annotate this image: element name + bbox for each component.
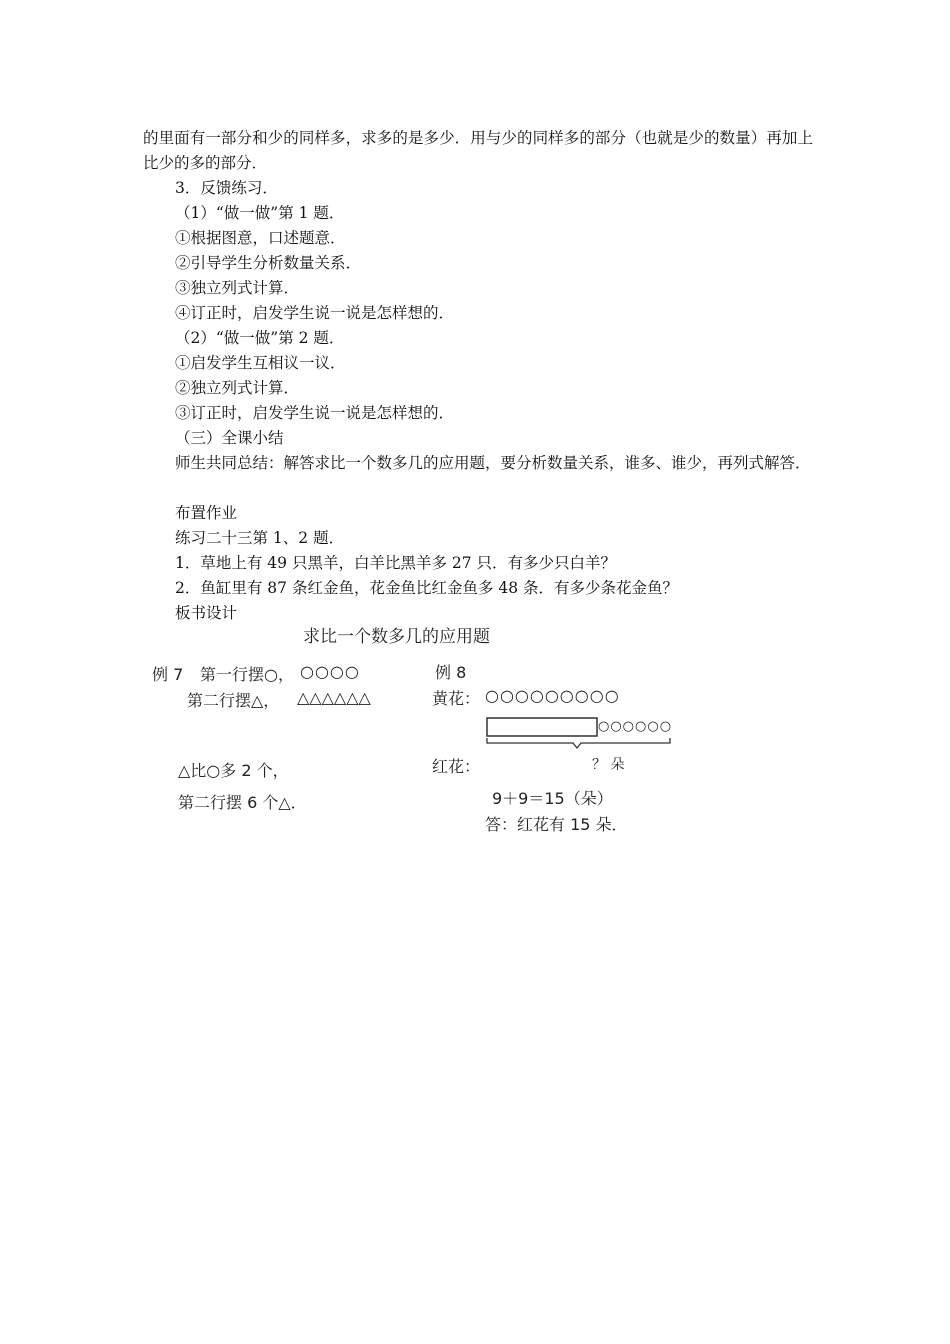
unknown-quantity-label: ？ 朵 <box>592 757 625 773</box>
step-1-1: ①根据图意，口述题意． <box>175 229 346 247</box>
blackboard-design-figure <box>140 612 700 842</box>
section-summary-heading: （三）全课小结 <box>175 429 284 447</box>
equation: 9＋9＝15（朵） <box>492 789 613 808</box>
row1-circles: ○○○○ <box>300 662 360 681</box>
row1-label: 第一行摆○， <box>200 665 294 684</box>
exercise-2-heading: （2）“做一做”第 2 题． <box>175 329 345 347</box>
homework-heading: 布置作业 <box>175 504 238 522</box>
equal-part-box <box>487 718 597 736</box>
total-brace <box>487 738 670 748</box>
extra-circles: ○○○○○○ <box>598 719 673 734</box>
homework-problem-1: 1．草地上有 49 只黑羊，白羊比黑羊多 27 只．有多少只白羊？ <box>175 554 617 572</box>
step-2-2: ②独立列式计算． <box>175 379 300 397</box>
homework-assignment: 练习二十三第 1、2 题． <box>175 529 345 547</box>
example-8-label: 例 8 <box>435 663 467 682</box>
exercise-1-heading: （1）“做一做”第 1 题． <box>175 204 345 222</box>
red-flower-label: 红花： <box>432 757 481 776</box>
summary-paragraph: 师生共同总结：解答求比一个数多几的应用题，要分析数量关系，谁多、谁少，再列式解答． <box>175 454 811 472</box>
blackboard-design-heading: 板书设计 <box>175 604 238 622</box>
step-1-4: ④订正时，启发学生说一说是怎样想的． <box>175 304 455 322</box>
section-feedback-practice: 3．反馈练习． <box>175 179 278 197</box>
step-1-3: ③独立列式计算． <box>175 279 300 297</box>
step-2-3: ③订正时，启发学生说一说是怎样想的． <box>175 404 455 422</box>
example-7-label: 例 7 <box>152 665 184 684</box>
conclusion-line-1: △比○多 2 个， <box>178 761 289 780</box>
homework-problem-2: 2．鱼缸里有 87 条红金鱼，花金鱼比红金鱼多 48 条．有多少条花金鱼？ <box>175 579 679 597</box>
yellow-flower-circles: ○○○○○○○○○ <box>485 686 620 705</box>
step-1-2: ②引导学生分析数量关系． <box>175 254 362 272</box>
row2-triangles: △△△△△△ <box>297 688 371 707</box>
yellow-flower-label: 黄花： <box>432 689 481 708</box>
paragraph-intro: 的里面有一部分和少的同样多，求多的是多少．用与少的同样多的部分（也就是少的数量）再加上比少的多的部分． <box>143 129 813 172</box>
board-title: 求比一个数多几的应用题 <box>303 627 490 647</box>
conclusion-line-2: 第二行摆 6 个△． <box>178 793 307 812</box>
answer: 答：红花有 15 朵． <box>485 815 628 834</box>
row2-label: 第二行摆△， <box>187 691 280 710</box>
step-2-1: ①启发学生互相议一议． <box>175 354 346 372</box>
